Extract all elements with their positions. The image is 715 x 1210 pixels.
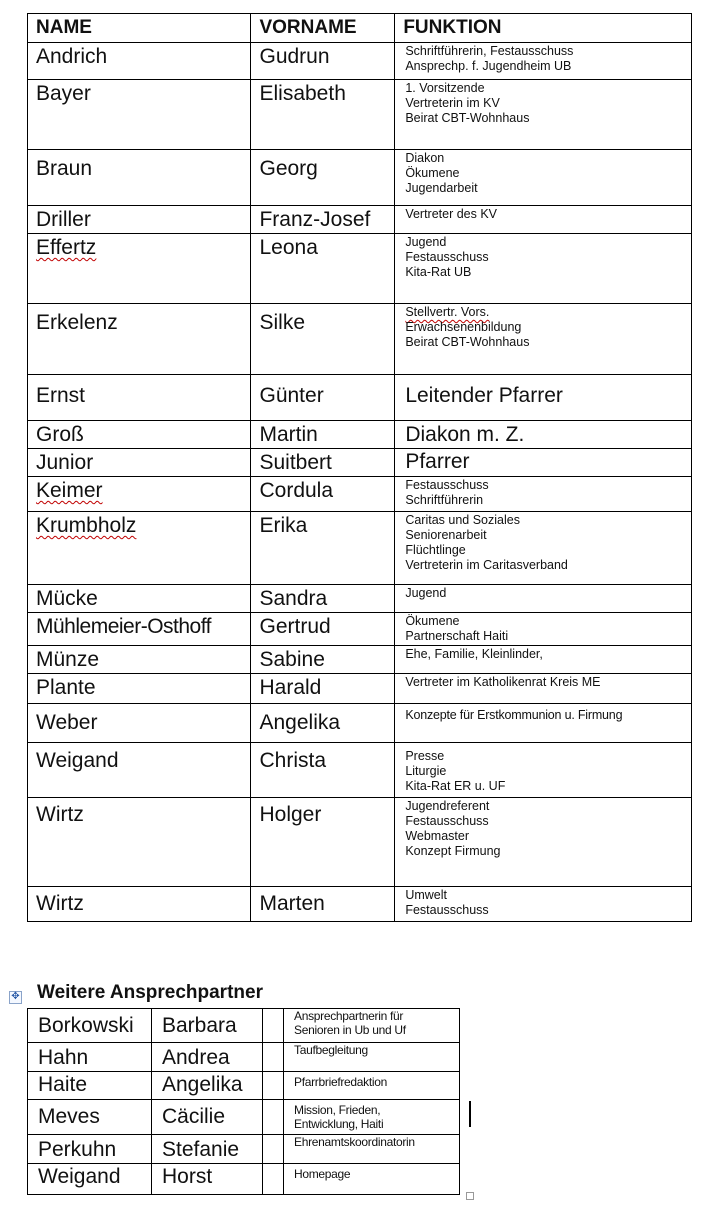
- cell-vorname[interactable]: Harald: [251, 674, 395, 704]
- cell-empty[interactable]: [263, 1100, 284, 1135]
- table-row: [28, 585, 692, 613]
- funktion-line: Schriftführerin: [405, 493, 484, 507]
- table-row: [28, 646, 692, 674]
- cell-empty[interactable]: [263, 1164, 284, 1195]
- cell-funktion[interactable]: [284, 1100, 460, 1135]
- cell-name[interactable]: Haite: [28, 1072, 152, 1100]
- cell-name[interactable]: Andrich: [28, 43, 251, 80]
- funktion-line: Vertreterin im Caritasverband: [405, 558, 568, 572]
- table-row: [28, 674, 692, 704]
- cell-vorname[interactable]: Martin: [251, 421, 395, 449]
- funktion-line: Festausschuss: [405, 903, 489, 917]
- cell-vorname[interactable]: Christa: [251, 743, 395, 798]
- cell-name[interactable]: Wirtz: [28, 798, 251, 887]
- cell-name[interactable]: Münze: [28, 646, 251, 674]
- cell-vorname[interactable]: Stefanie: [152, 1135, 263, 1164]
- cell-vorname[interactable]: Elisabeth: [251, 80, 395, 150]
- cell-funktion[interactable]: [395, 449, 692, 477]
- cell-funktion[interactable]: [395, 585, 692, 613]
- cell-name[interactable]: Erkelenz: [28, 304, 251, 375]
- members-table: [27, 13, 692, 922]
- cell-vorname[interactable]: Gertrud: [251, 613, 395, 646]
- header-row: [28, 14, 692, 43]
- table-row: [28, 421, 692, 449]
- section-title: Weitere Ansprechpartner: [37, 982, 263, 1003]
- table-row: [28, 206, 692, 234]
- table-row: [28, 743, 692, 798]
- funktion-line: Beirat CBT-Wohnhaus: [405, 335, 530, 349]
- header-name[interactable]: NAME: [28, 14, 251, 43]
- funktion-line: Jugend: [405, 235, 447, 249]
- cell-vorname[interactable]: Erika: [251, 512, 395, 585]
- table-row: [28, 449, 692, 477]
- funktion-line: Vertreter des KV: [405, 207, 498, 221]
- funktion-line: Pfarrbriefredaktion: [294, 1075, 388, 1089]
- funktion-line: Ansprechp. f. Jugendheim UB: [405, 59, 572, 73]
- funktion-line: Ansprechpartnerin für: [294, 1009, 404, 1023]
- funktion-line: Kita-Rat ER u. UF: [405, 779, 506, 793]
- cell-vorname[interactable]: Angelika: [152, 1072, 263, 1100]
- cell-funktion[interactable]: [284, 1164, 460, 1195]
- funktion-line: Ehrenamtskoordinatorin: [294, 1135, 415, 1149]
- cell-vorname[interactable]: Gudrun: [251, 43, 395, 80]
- cell-funktion[interactable]: [395, 674, 692, 704]
- funktion-line: Jugendarbeit: [405, 181, 478, 195]
- funktion-line: Partnerschaft Haiti: [405, 629, 509, 643]
- funktion-line: Jugendreferent: [405, 799, 490, 813]
- table-row: [28, 512, 692, 585]
- cell-funktion[interactable]: [395, 887, 692, 922]
- cell-name[interactable]: [28, 512, 251, 585]
- cell-vorname[interactable]: Günter: [251, 375, 395, 421]
- cell-name[interactable]: Perkuhn: [28, 1135, 152, 1164]
- table-row: [28, 1009, 460, 1043]
- table-row: [28, 613, 692, 646]
- cell-funktion[interactable]: [395, 150, 692, 206]
- cell-funktion[interactable]: [395, 798, 692, 887]
- cell-funktion[interactable]: [395, 234, 692, 304]
- funktion-line: Ökumene: [405, 166, 460, 180]
- cell-vorname[interactable]: Horst: [152, 1164, 263, 1195]
- funktion-line: Vertreter im Katholikenrat Kreis ME: [405, 675, 601, 689]
- cell-funktion[interactable]: [284, 1135, 460, 1164]
- cell-name[interactable]: [28, 477, 251, 512]
- cell-name[interactable]: Meves: [28, 1100, 152, 1135]
- funktion-line: [405, 305, 687, 320]
- cell-funktion[interactable]: [284, 1072, 460, 1100]
- funktion-line: 1. Vorsitzende: [405, 81, 485, 95]
- funktion-line: Festausschuss: [405, 250, 489, 264]
- cell-vorname[interactable]: Angelika: [251, 704, 395, 743]
- funktion-line: Konzepte für Erstkommunion u. Firmung: [405, 708, 623, 722]
- cell-vorname[interactable]: Barbara: [152, 1009, 263, 1043]
- table-row: [28, 1100, 460, 1135]
- table-row: [28, 43, 692, 80]
- move-arrows-icon[interactable]: ✥: [9, 991, 22, 1004]
- cell-vorname[interactable]: Sabine: [251, 646, 395, 674]
- table-row: [28, 150, 692, 206]
- cell-name[interactable]: Ernst: [28, 375, 251, 421]
- funktion-line: Kita-Rat UB: [405, 265, 472, 279]
- cell-funktion[interactable]: [395, 613, 692, 646]
- funktion-line: Schriftführerin, Festausschuss: [405, 44, 574, 58]
- cell-name[interactable]: Borkowski: [28, 1009, 152, 1043]
- cell-funktion[interactable]: [395, 304, 692, 375]
- funktion-line: Konzept Firmung: [405, 844, 501, 858]
- cell-name[interactable]: Driller: [28, 206, 251, 234]
- funktion-line: Homepage: [294, 1167, 351, 1181]
- resize-handle-icon[interactable]: [466, 1192, 474, 1200]
- table-row: [28, 1135, 460, 1164]
- table-row: [28, 1043, 460, 1072]
- table-row: [28, 234, 692, 304]
- funktion-line: Ökumene: [405, 614, 460, 628]
- cell-vorname[interactable]: Cäcilie: [152, 1100, 263, 1135]
- funktion-line: Flüchtlinge: [405, 543, 466, 557]
- cell-name[interactable]: Plante: [28, 674, 251, 704]
- cell-name[interactable]: Mücke: [28, 585, 251, 613]
- funktion-line: Caritas und Soziales: [405, 513, 520, 527]
- cell-funktion[interactable]: [284, 1009, 460, 1043]
- cell-name[interactable]: Braun: [28, 150, 251, 206]
- cell-empty[interactable]: [263, 1043, 284, 1072]
- funktion-line: Festausschuss: [405, 814, 489, 828]
- cell-name[interactable]: Weigand: [28, 743, 251, 798]
- table-row: [28, 1072, 460, 1100]
- cell-name[interactable]: Bayer: [28, 80, 251, 150]
- cell-name[interactable]: [28, 234, 251, 304]
- cell-name[interactable]: Hahn: [28, 1043, 152, 1072]
- cell-vorname[interactable]: Leona: [251, 234, 395, 304]
- table-row: [28, 1164, 460, 1195]
- cell-funktion[interactable]: [284, 1043, 460, 1072]
- table-row: [28, 375, 692, 421]
- spellcheck-word: Stellvertr. Vors.: [405, 305, 490, 319]
- cell-funktion[interactable]: [395, 375, 692, 421]
- cell-funktion[interactable]: [395, 421, 692, 449]
- funktion-line: Beirat CBT-Wohnhaus: [405, 111, 530, 125]
- cell-vorname[interactable]: Marten: [251, 887, 395, 922]
- funktion-line: Entwicklung, Haiti: [294, 1117, 384, 1131]
- text-cursor: [469, 1101, 471, 1127]
- cell-funktion[interactable]: [395, 80, 692, 150]
- spellcheck-word: Krumbholz: [36, 514, 137, 537]
- table-row: [28, 304, 692, 375]
- funktion-line: Umwelt: [405, 888, 447, 902]
- cell-vorname[interactable]: Cordula: [251, 477, 395, 512]
- funktion-line: Seniorenarbeit: [405, 528, 487, 542]
- cell-name[interactable]: Junior: [28, 449, 251, 477]
- table-row: [28, 704, 692, 743]
- cell-name[interactable]: Wirtz: [28, 887, 251, 922]
- cell-name[interactable]: Weigand: [28, 1164, 152, 1195]
- funktion-line: Senioren in Ub und Uf: [294, 1023, 406, 1037]
- header-funktion[interactable]: FUNKTION: [395, 14, 692, 43]
- funktion-line: Diakon m. Z.: [405, 423, 525, 446]
- cell-vorname[interactable]: Sandra: [251, 585, 395, 613]
- cell-funktion[interactable]: [395, 704, 692, 743]
- cell-funktion[interactable]: [395, 43, 692, 80]
- funktion-line: Pfarrer: [405, 450, 470, 473]
- cell-name[interactable]: Weber: [28, 704, 251, 743]
- funktion-line: Festausschuss: [405, 478, 489, 492]
- funktion-line: Mission, Frieden,: [294, 1103, 381, 1117]
- cell-funktion[interactable]: [395, 477, 692, 512]
- spellcheck-word: Effertz: [36, 236, 97, 259]
- cell-funktion[interactable]: [395, 512, 692, 585]
- table-row: [28, 798, 692, 887]
- funktion-line: Jugend: [405, 586, 447, 600]
- funktion-line: Leitender Pfarrer: [405, 384, 563, 407]
- funktion-line: Taufbegleitung: [294, 1043, 368, 1057]
- cell-vorname[interactable]: Silke: [251, 304, 395, 375]
- cell-vorname[interactable]: Holger: [251, 798, 395, 887]
- cell-name[interactable]: Groß: [28, 421, 251, 449]
- table-row: [28, 477, 692, 512]
- funktion-line: Vertreterin im KV: [405, 96, 500, 110]
- table-row: [28, 80, 692, 150]
- funktion-line: Webmaster: [405, 829, 469, 843]
- cell-vorname[interactable]: Andrea: [152, 1043, 263, 1072]
- cell-empty[interactable]: [263, 1009, 284, 1043]
- cell-funktion[interactable]: [395, 206, 692, 234]
- funktion-line: Diakon: [405, 151, 445, 165]
- cell-vorname[interactable]: Suitbert: [251, 449, 395, 477]
- cell-empty[interactable]: [263, 1072, 284, 1100]
- cell-vorname[interactable]: Georg: [251, 150, 395, 206]
- funktion-line: Ehe, Familie, Kleinlinder,: [405, 647, 543, 661]
- funktion-line: Erwachsenenbildung: [405, 320, 522, 334]
- funktion-line: Presse: [405, 749, 445, 763]
- cell-name[interactable]: Mühlemeier-Osthoff: [28, 613, 251, 646]
- cell-empty[interactable]: [263, 1135, 284, 1164]
- cell-vorname[interactable]: Franz-Josef: [251, 206, 395, 234]
- header-vorname[interactable]: VORNAME: [251, 14, 395, 43]
- cell-funktion[interactable]: [395, 743, 692, 798]
- funktion-line: Liturgie: [405, 764, 447, 778]
- contacts-table: [27, 1008, 460, 1195]
- table-row: [28, 887, 692, 922]
- spellcheck-word: Keimer: [36, 479, 103, 502]
- cell-funktion[interactable]: [395, 646, 692, 674]
